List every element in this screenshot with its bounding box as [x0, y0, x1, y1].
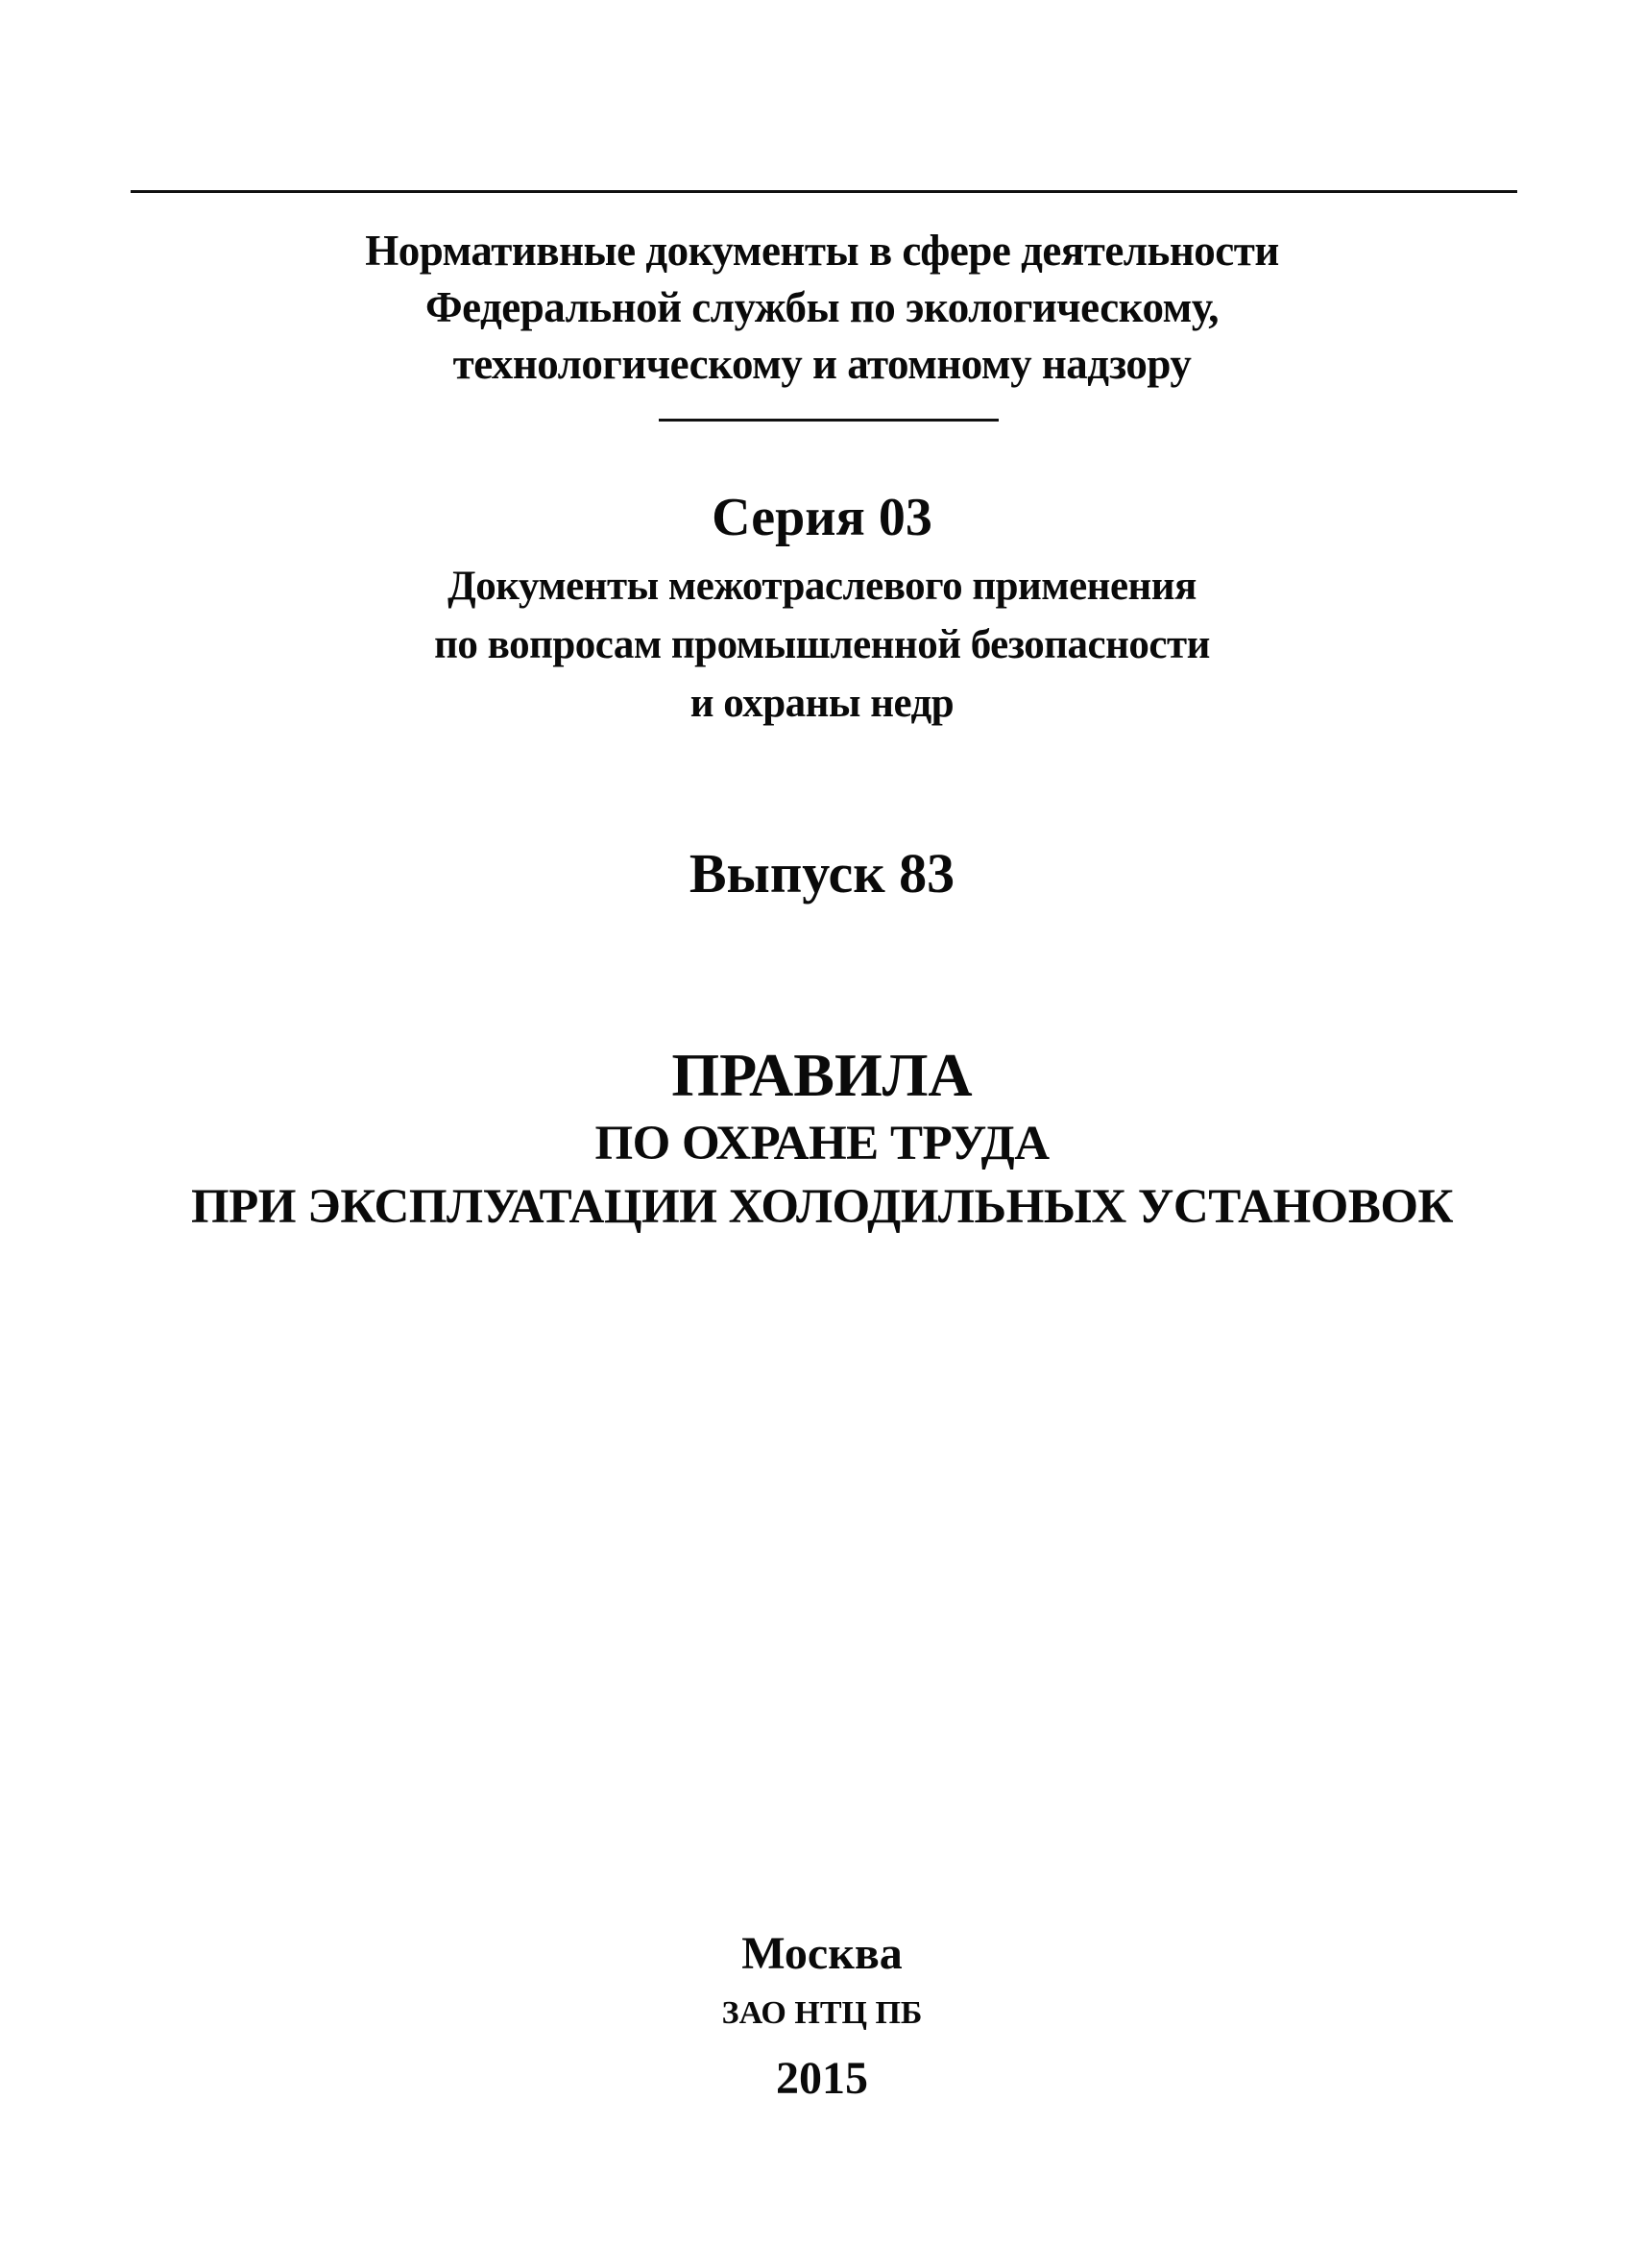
- document-subtitle-line-1: ПО ОХРАНЕ ТРУДА: [594, 1117, 1050, 1170]
- issue-number: Выпуск 83: [689, 842, 955, 905]
- series-description-line-3: и охраны недр: [689, 681, 955, 726]
- header-divider: [659, 419, 999, 422]
- imprint-publisher: ЗАО НТЦ ПБ: [721, 1995, 923, 2031]
- document-title: ПРАВИЛА: [671, 1041, 973, 1109]
- series-title: Серия 03: [712, 488, 932, 547]
- top-divider: [131, 190, 1517, 193]
- document-subtitle-line-2: ПРИ ЭКСПЛУАТАЦИИ ХОЛОДИЛЬНЫХ УСТАНОВОК: [190, 1180, 1454, 1234]
- header-block: [0, 223, 1644, 393]
- imprint-year: 2015: [776, 2053, 868, 2104]
- series-description-line-1: Документы межотраслевого применения: [447, 564, 1197, 609]
- header-line-3: технологическому и атомному надзору: [452, 340, 1192, 388]
- header-line-1: Нормативные документы в сфере деятельности: [365, 227, 1279, 275]
- imprint-city: Москва: [741, 1928, 903, 1979]
- series-description: [0, 557, 1644, 733]
- document-subtitle: [0, 1112, 1644, 1239]
- series-description-line-2: по вопросам промышленной безопасности: [434, 622, 1210, 667]
- header-line-2: Федеральной службы по экологическому,: [424, 283, 1220, 331]
